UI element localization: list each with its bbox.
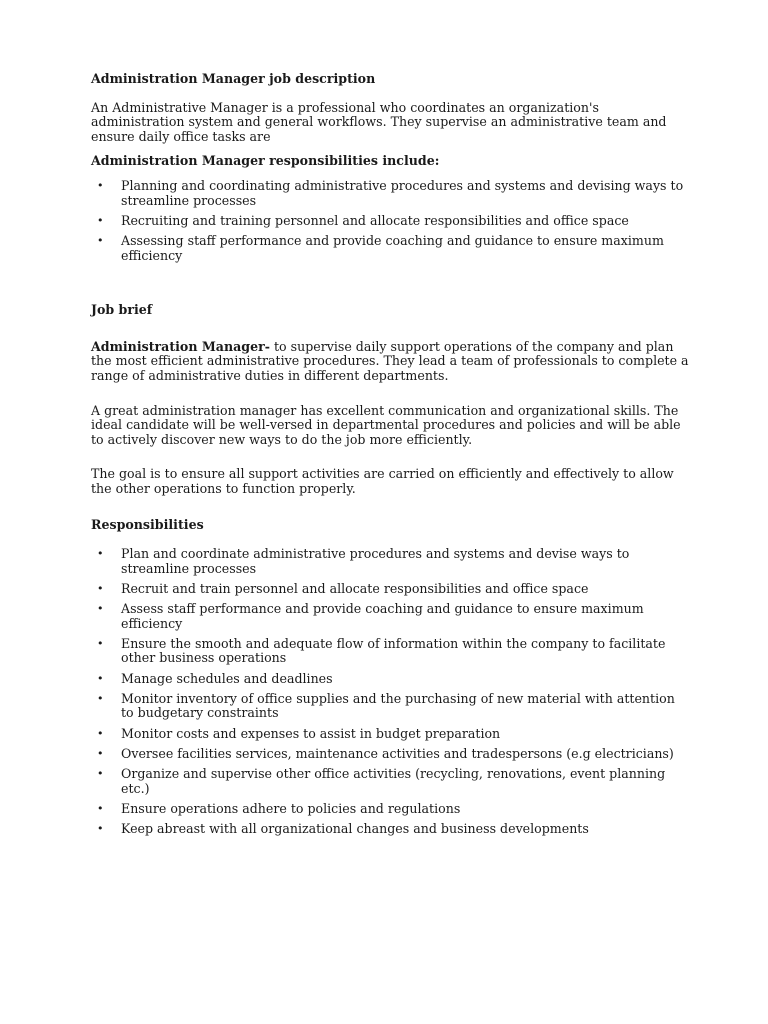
bullet-icon: • — [97, 691, 104, 705]
document-page — [91, 72, 691, 842]
list-item: • Manage schedules and deadlines — [97, 670, 333, 686]
list-item: • Oversee facilities services, maintenance activities and tradespersons (e.g electricians) — [97, 745, 674, 761]
document-title: Administration Manager job description — [91, 71, 376, 86]
list-item: • Recruit and train personnel and allocate responsibilities and office space — [97, 580, 589, 596]
responsibilities-include-list — [91, 179, 691, 263]
list-item: • Organize and supervise other office activities (recycling, renovations, event planning etc.) — [97, 765, 666, 796]
list-item: • Monitor inventory of office supplies and the purchasing of new material with attention to budgetary constraints — [97, 690, 675, 721]
bullet-icon: • — [97, 746, 104, 760]
bullet-icon: • — [97, 233, 104, 247]
list-item: • Assessing staff performance and provide coaching and guidance to ensure maximum efficiency — [97, 232, 664, 263]
responsibilities-list — [91, 547, 691, 836]
bullet-icon: • — [97, 726, 104, 740]
job-brief-lead: Administration Manager- — [91, 338, 270, 354]
bullet-icon: • — [97, 581, 104, 595]
list-item: • Recruiting and training personnel and allocate responsibilities and office space — [97, 212, 629, 228]
intro-paragraph: An Administrative Manager is a professional who coordinates an organization's administration system and general workflows. They supervise an administrative team and ensure daily office tasks are — [91, 99, 667, 144]
bullet-icon: • — [97, 821, 104, 835]
job-brief-heading: Job brief — [91, 302, 153, 318]
list-item: • Ensure operations adhere to policies and regulations — [97, 800, 461, 816]
bullet-icon: • — [97, 547, 104, 561]
goal-paragraph: The goal is to ensure all support activities are carried on efficiently and effectively to allow the other operations to function properly. — [91, 466, 674, 496]
bullet-icon: • — [97, 178, 104, 192]
job-brief-text: to supervise daily support operations of the company and plan the most efficient administrative procedures. They lead a team of professionals to complete a range of administrative duties in different departments. — [91, 338, 689, 383]
list-item: • Monitor costs and expenses to assist in budget preparation — [97, 725, 501, 741]
list-item: • Keep abreast with all organizational changes and business developments — [97, 820, 589, 836]
list-item: • Plan and coordinate administrative procedures and systems and devise ways to streamline processes — [97, 546, 630, 576]
list-item: • Assess staff performance and provide coaching and guidance to ensure maximum efficiency — [97, 601, 644, 631]
list-item: • Planning and coordinating administrative procedures and systems and devising ways to streamline processes — [97, 177, 684, 208]
responsibilities-heading: Responsibilities — [91, 517, 204, 533]
responsibilities-include-heading: Administration Manager responsibilities include: — [91, 153, 440, 169]
list-item: • Ensure the smooth and adequate flow of information within the company to facilitate other business operations — [97, 635, 666, 666]
bullet-icon: • — [97, 766, 104, 780]
bullet-icon: • — [97, 801, 104, 815]
bullet-icon: • — [97, 671, 104, 685]
bullet-icon: • — [97, 636, 104, 650]
bullet-icon: • — [97, 213, 104, 227]
job-brief-paragraph — [91, 340, 691, 384]
bullet-icon: • — [97, 602, 104, 616]
skills-paragraph: A great administration manager has excellent communication and organizational skills. The ideal candidate will be well-versed in departmental procedures and policies and will be able to actively discover new ways to do the job more efficiently. — [91, 402, 681, 447]
